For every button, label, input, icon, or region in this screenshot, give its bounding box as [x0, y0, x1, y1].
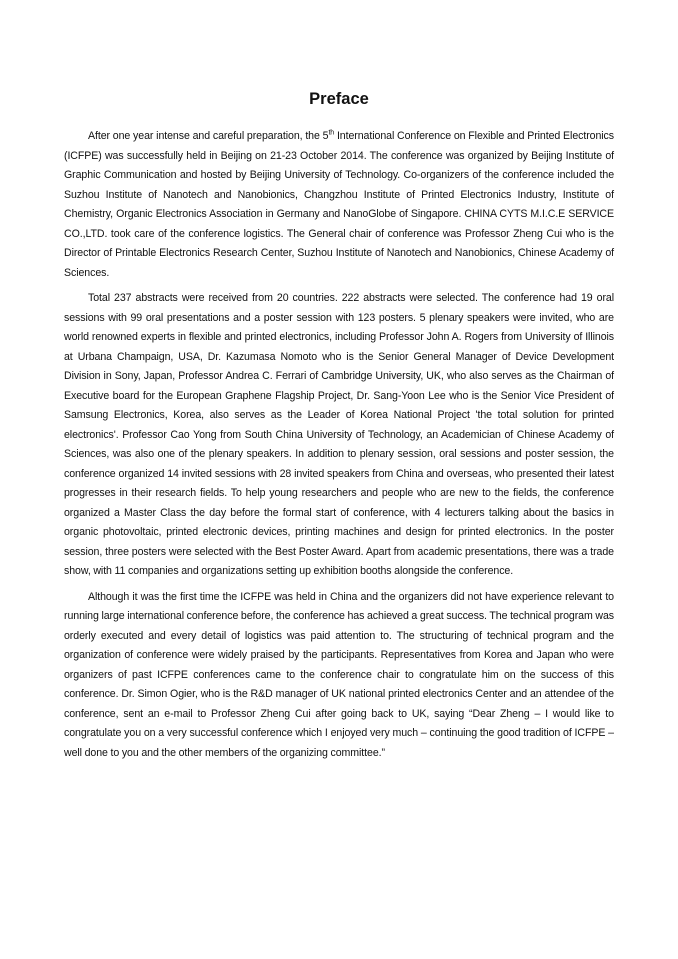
paragraph-2: Total 237 abstracts were received from 20 countries. 222 abstracts were selected. The conference had 19 oral sessions with 99 oral presentations and a poster session with 123 posters. 5 plenary speakers were invited, who are world renowned experts in flexible and printed electronics, including Professor John A. Rogers from University of Illinois at Urbana Champaign, USA, Dr. Kazumasa Nomoto who is the Senior General Manager of Device Development Division in Sony, Japan, Professor Andrea C. Ferrari of Cambridge University, UK, who also serves as the Chairman of Executive board for the European Graphene Flagship Project, Dr. Sang-Yoon Lee who is the Senior Vice President of Samsung Electronics, Korea, also serves as the Leader of Korea National Project 'the total solution for printed electronics'. Professor Cao Yong from South China University of Technology, an Academician of Chinese Academy of Sciences, was also one of the plenary speakers. In addition to plenary session, oral sessions and poster session, the conference organized 14 invited sessions with 28 invited speakers from China and overseas, who presented their latest progresses in their research fields. To help young researchers and people who are new to the fields, the conference organized a Master Class the day before the formal start of conference, with 4 lecturers talking about the basics in organic photovoltaic, printed electronic devices, printing machines and design for printed electronics. In the poster session, three posters were selected with the Best Poster Award. Apart from academic presentations, there was a trade show, with 11 companies and organizations setting up exhibition booths alongside the conference. [64, 292, 614, 577]
page-title: Preface [309, 90, 369, 108]
document-body [64, 127, 614, 769]
ordinal-superscript: th [328, 129, 335, 137]
paragraph-1-text-end: International Conference on Flexible and Printed Electronics (ICFPE) was successfully held in Beijing on 21-23 October 2014. The conference was organized by Beijing Institute of Graphic Communication and hosted by Beijing University of Technology. Co-organizers of the conference included the Suzhou Institute of Nanotech and Nanobionics, Changzhou Institute of Printed Electronics Industry, Institute of Chemistry, Organic Electronics Association in Germany and NanoGlobe of Singapore. CHINA CYTS M.I.C.E SERVICE CO.,LTD. took care of the conference logistics. The General chair of conference was Professor Zheng Cui who is the Director of Printable Electronics Research Center, Suzhou Institute of Nanotech and Nanobionics, Chinese Academy of Sciences. [64, 130, 614, 279]
paragraph-1 [64, 127, 614, 283]
paragraph-1-text-start: After one year intense and careful preparation, the 5 [88, 130, 329, 142]
paragraph-3: Although it was the first time the ICFPE was held in China and the organizers did not have experience relevant to running large international conference before, the conference has achieved a great success. The technical program was orderly executed and every detail of logistics was paid attention to. The structuring of technical program and the organization of conference were widely praised by the participants. Representatives from Korea and Japan who were organizers of past ICFPE conferences came to the conference chair to congratulate him on the success of this conference. Dr. Simon Ogier, who is the R&D manager of UK national printed electronics Center and an attendee of the conference, sent an e-mail to Professor Zheng Cui after going back to UK, saying “Dear Zheng – I would like to congratulate you on a very successful conference which I enjoyed very much – continuing the good tradition of ICFPE – well done to you and the other members of the organizing committee.” [64, 590, 614, 759]
